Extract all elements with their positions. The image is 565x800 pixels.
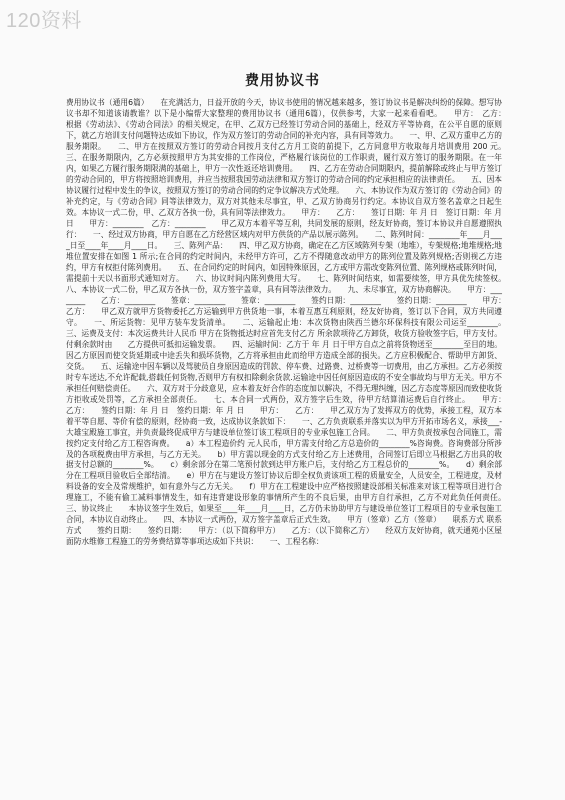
document-title: 费用协议书 [245, 73, 320, 89]
document-body [66, 98, 518, 788]
body-paragraph: 费用协议书（通用6篇） 在充满活力，日益开放的今天，协议书使用的情况越来越多，签订协议书是解决纠纷的保障。想写协议书却不知道该请教谁？以下是小编帮大家整理的费用协议书（通用6篇），仅供参考，大家一起来看看吧。 甲方： 乙方： 根据《劳动法》、《劳动合同法》的相关规定，在甲、乙双方已经签订劳动合同的基础上，经双方平等协商，在公平自愿的原则下，就乙方培训支付问题特达成如下协议，作为双方签订的劳动合同的补充内容，具有同等效力。 一、甲、乙双方重申乙方的服务期限。 二、甲方在按照双方签订的劳动合同按月支付乙方月工资的前提下，乙方同意甲方收取每月培训费用 200 元。 三、在服务期限内，乙方必须按照甲方为其安排的工作岗位，严格履行该岗位的工作职责，履行双方签订的服务期限。在一年内，如果乙方履行服务期限满的基础上，甲方一次性返还培训费用。 四、乙方在劳动合同期限内，提前解除或终止与甲方签订的劳动合同的，甲方将按照培训费用，并应当按照我国劳动法律和双方签订的劳动合同的约定承担相应的法律责任。 五、因本协议履行过程中发生的争议，按照双方签订的劳动合同的约定争议解决方式处理。 六、本协议作为双方签订的《劳动合同》的补充约定，与《劳动合同》同等法律效力，双方对其他未尽事宜，甲、乙双方协商另行约定。本协议自双方签名盖章之日起生效。本协议一式二份，甲、乙双方各执一份，具有同等法律效力。 甲方： 乙方： 签订日期：年 月 日 签订日期：年 月 日 甲方：________ 乙方：________ 甲乙双方本着平等互利，共同发展的原则，经友好协商，签订本协议并自愿遵照执行： 一、经过双方协商，甲方自愿在乙方经营区域内对甲方供货的产品以展示陈列。 二、陈列时间：________年____月____日至____年____月____日。 三、陈列产品： 四、甲乙双方协商，确定在乙方区域陈列专架（地堆），专架规格;地堆规格;地堆位置安排在如图 1 所示;在合同的约定时间内，未经甲方许可，乙方不得随意改动甲方的陈列位置及陈列规格;否则视乙方违约，甲方有权拒付陈列费用。 五、在合同约定的时间内，如因特殊原因，乙方或甲方需改变陈列位置、陈列规格或陈列时间，需提前十天以书面形式通知对方。 六、协议时间内陈列费用大写。 七、陈列时间结束，如需要续签，甲方具优先续签权。 八、本协议一式二份，甲乙双方各执一份，双方签字盖章，具有同等法律效力。 九、未尽事宜，双方协商解决。 甲方：________ 乙方：________ 签章：________ 签章：________ 签约日期：________ 签约日期：________ 甲方： 乙方： 甲乙双方就甲方货物委托乙方运输到甲方供货地一事，本着互惠互利原则，经友好协商，签订以下合同，双方共同遵守。 一、所运货物：见甲方装车发货清单。 二、运输起止地：本次货物由陕西兰德尔环保科技有限公司运至________。 三、运费及支付：本次运费共计人民币 甲方在货物抵达时应首先支付乙方 所余款项待乙方卸货，收货方验收签字后，甲方支付。付剩余款时由 乙方提供可抵扣运输发票。 四、运输时间：乙方于 年 月 日于甲方自点之前将货物送至________至目的地。因乙方原因而使交货延期或中途丢失和损坏货物，乙方将承担由此而给甲方造成全部的损失。乙方应积极配合、帮助甲方卸货、交货。 五、运输途中因车辆以及驾驶员自身原因造成的罚款、停车费、过路费、过桥费等一切费用，由乙方承担。乙方必须按时专车送达,不允许配载,搭载任何货物,否则甲方有权扣除剩余货款.运输途中因任何原因造成的不安全事故均与甲方无关。甲方不承担任何赔偿责任。 六、双方对于分歧意见，应本着友好合作的态度加以解决，不得无理纠缠，因乙方态度等原因而致使收货方拒收或处罚等，乙方承担全部责任。 七、本合同一式两份，双方签字后生效，待甲方结算清运费后自行终止。 甲方： 乙方： 签约日期：年 月 日 签约日期：年 月 日 甲方： 乙方： 甲乙双方为了发挥双方的优势，承接工程，双方本着平等自愿、等价有偿的原则，经协商一致，达成协议条款如下： 一、乙方负责联系并落实以为甲方开拓市场名义，承接___-大雄宝殿施工事宜，并负责最终促成甲方与建设单位签订该工程项目的专业承包施工合同。 二、甲方负责按承包合同施工，需按约定支付给乙方工程咨询费。 a）本工程造价约 元人民币，甲方需支付给乙方总造价的________%咨询费。咨询费部分所涉及的各项税费由甲方承担，与乙方无关。 b）甲方需以现金的方式支付给乙方上述费用，合同签订后即立马根据乙方出具的收据支付总额的________%。 c）剩余部分在第二笔预付款到达甲方账户后，支付给乙方工程总价的________%。 d）剩余部分在工程项目验收后全部结清。 e）甲方在与建设方签订协议后即全权负责该项工程的质量安全，人员安全，工程进度，及材料设备的安全及常规维护，如有意外与乙方无关。 f）甲方在工程建设中应严格按照建设部相关标准来对该工程等项目进行合理施工，不能有偷工减料事情发生，如有违背建设形象的事情所产生的不良后果，由甲方自行承担，乙方不对此负任何责任。 三、协议终止 本协议签字生效后，如果至____年____月____日，乙方仍未协助甲方与建设单位签订工程项目的专业承包施工合同，本协议自动终止。 四、本协议一式两份，双方签字盖章后正式生效。 甲方（签章）乙方（签章） 联系方式 联系方式 签约日期： 签约日期： 甲方：（以下简称甲方） 乙方：（以下简称乙方） 经双方友好协商，就天通苑小区屋面防水维修工程施工的劳务费结算等事项达成如下共识： 一、工程名称： [66, 98, 518, 547]
watermark-logo: 120资料 [6, 10, 82, 32]
